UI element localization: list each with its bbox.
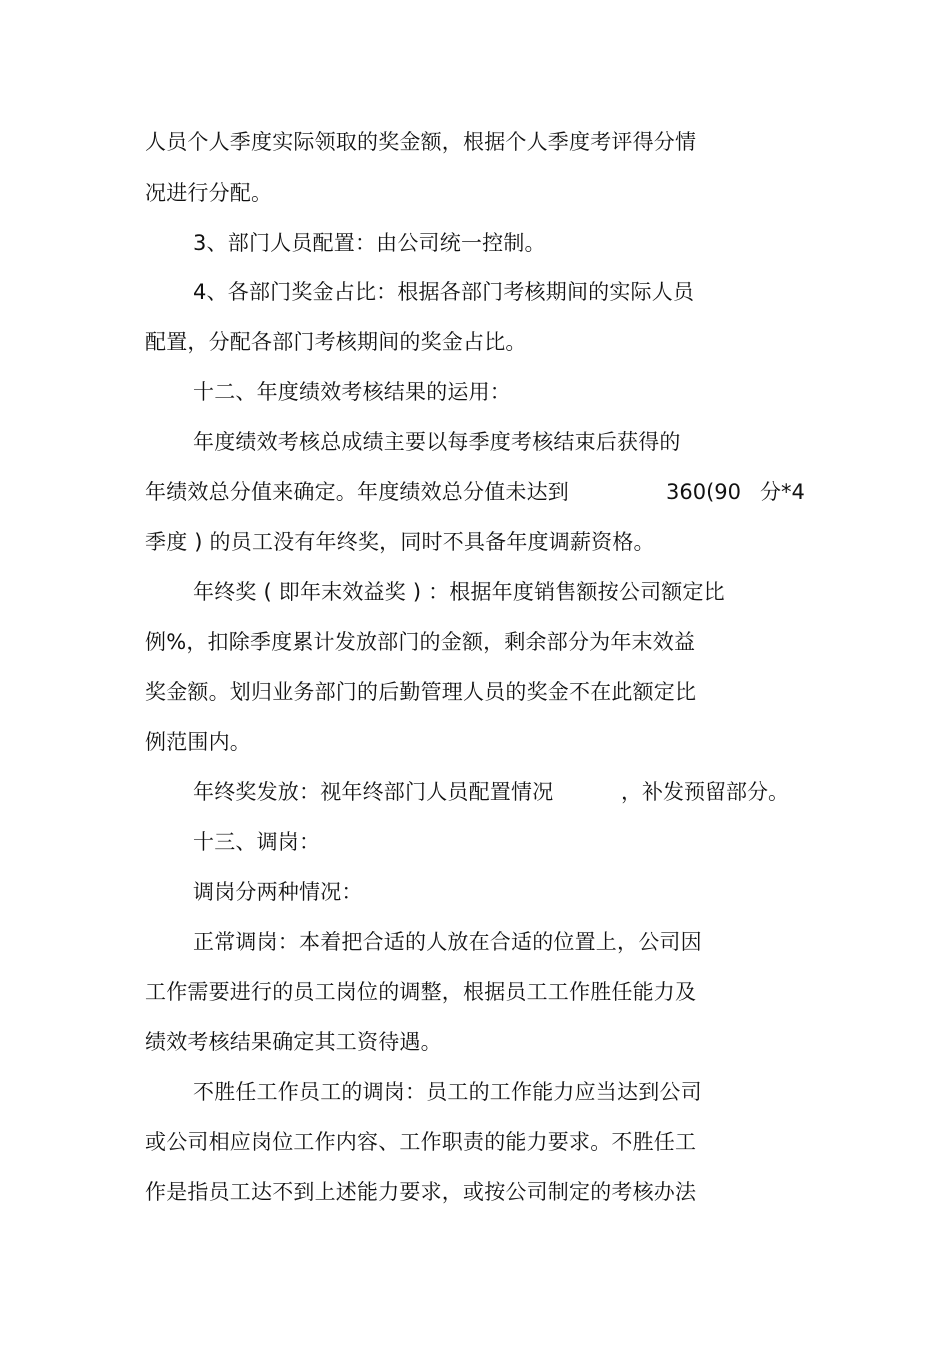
paragraph-line: 工作需要进行的员工岗位的调整，根据员工工作胜任能力及 <box>145 980 697 1004</box>
paragraph-line: 年度绩效考核总成绩主要以每季度考核结束后获得的 <box>193 430 681 454</box>
section-heading: 十二、年度绩效考核结果的运用： <box>193 380 511 404</box>
paragraph-line: 正常调岗：本着把合适的人放在合适的位置上，公司因 <box>193 930 702 954</box>
section-heading: 十三、调岗： <box>193 830 321 854</box>
paragraph-line: 例范围内。 <box>145 730 251 754</box>
paragraph-line: 不胜任工作员工的调岗：员工的工作能力应当达到公司 <box>193 1080 702 1104</box>
paragraph-line: 或公司相应岗位工作内容、工作职责的能力要求。不胜任工 <box>145 1130 697 1154</box>
paragraph-line: 人员个人季度实际领取的奖金额，根据个人季度考评得分情 <box>145 130 697 154</box>
paragraph-line-fragment: 360(90 <box>666 480 741 504</box>
paragraph-line: 况进行分配。 <box>145 181 273 205</box>
paragraph-line-fragment: ，补发预留部分。 <box>621 780 789 804</box>
paragraph-line: 奖金额。划归业务部门的后勤管理人员的奖金不在此额定比 <box>145 680 697 704</box>
paragraph-line: 配置，分配各部门考核期间的奖金占比。 <box>145 330 527 354</box>
paragraph-line: 3、部门人员配置：由公司统一控制。 <box>193 231 546 255</box>
paragraph-line: 4、各部门奖金占比：根据各部门考核期间的实际人员 <box>193 280 695 304</box>
paragraph-line: 年终奖 ( 即年末效益奖 ) ：根据年度销售额按公司额定比 <box>193 580 725 604</box>
paragraph-line: 绩效考核结果确定其工资待遇。 <box>145 1030 442 1054</box>
paragraph-line-fragment: 分*4 <box>760 480 805 504</box>
paragraph-line: 调岗分两种情况： <box>193 880 363 904</box>
paragraph-line: 季度 ) 的员工没有年终奖，同时不具备年度调薪资格。 <box>145 530 655 554</box>
paragraph-line: 作是指员工达不到上述能力要求，或按公司制定的考核办法 <box>145 1180 697 1204</box>
paragraph-line: 年绩效总分值来确定。年度绩效总分值未达到 <box>145 480 569 504</box>
paragraph-line: 年终奖发放：视年终部门人员配置情况 <box>193 780 554 804</box>
paragraph-line: 例%，扣除季度累计发放部门的金额，剩余部分为年末效益 <box>145 630 696 654</box>
